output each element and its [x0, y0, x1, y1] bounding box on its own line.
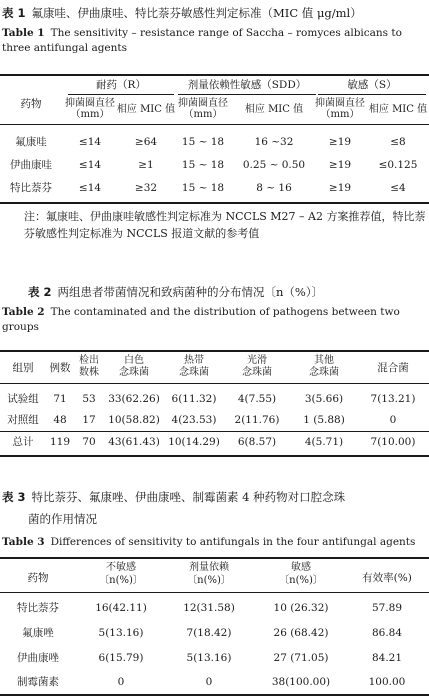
- table1-top-rule: [0, 74, 429, 76]
- table2-header-other-l2: 念珠菌: [309, 367, 339, 378]
- table3-row4-dose: 0: [205, 676, 213, 688]
- table2-header-other-l1: 其他: [314, 355, 334, 366]
- table2-zh-title: 两组患者带菌情况和致病菌种的分布情况〔n（%）〕: [57, 285, 324, 299]
- table1-header-sensitive: 敏感（S）: [347, 79, 397, 91]
- table1-row2-sddmic: 0.25 ~ 0.50: [242, 159, 306, 171]
- table2-en-label: Table 2: [2, 306, 45, 318]
- table3-row2-sens: 26 (68.42): [273, 627, 329, 639]
- table1-en-caption: [2, 26, 426, 56]
- table1-row1-smic: ≤8: [390, 136, 406, 148]
- table1-row2-rzone: ≤14: [78, 159, 102, 171]
- table1-row2-drug: 伊曲康哇: [10, 159, 52, 171]
- table1-row2-sddzone: 15 ~ 18: [181, 159, 225, 171]
- table2-header-detect-l2: 数株: [79, 367, 99, 378]
- table1-row1-sddzone: 15 ~ 18: [181, 136, 225, 148]
- table3-row4-drug: 制霉菌素: [17, 676, 59, 688]
- table3-row2-dose: 7(18.42): [186, 627, 232, 639]
- table1-row1-szone: ≥19: [328, 136, 352, 148]
- table2-row2-white: 10(58.82): [108, 414, 160, 426]
- table3-zh-caption: [2, 490, 345, 504]
- table3-header-rule: [0, 592, 429, 593]
- table2-row3-other: 4(5.71): [304, 436, 344, 448]
- table1-row3-rmic: ≥32: [134, 182, 158, 194]
- table3-top-rule: [0, 557, 429, 559]
- table1-en-title: The sensitivity – resistance range of Saccha – romyces albicans to three antifungal agents: [2, 27, 402, 54]
- table3-en-title: Differences of sensitivity to antifungals in the four antifungal agents: [50, 536, 416, 548]
- table2-zh-caption: [28, 285, 323, 299]
- table3-row3-rate: 84.21: [371, 652, 403, 664]
- table3-header-drug: 药物: [27, 572, 49, 584]
- table1-row3-rzone: ≤14: [78, 182, 102, 194]
- table2-row3-cases: 119: [49, 436, 71, 448]
- table3-row1-insens: 16(42.11): [95, 602, 147, 614]
- table3-row3-dose: 5(13.16): [186, 652, 232, 664]
- table1-row3-smic: ≤4: [390, 182, 406, 194]
- table2-row2-mixed: 0: [389, 414, 397, 426]
- table1-bottom-rule: [0, 202, 429, 204]
- table3-en-label: Table 3: [2, 536, 45, 548]
- table1-zh-label: 表 1: [2, 6, 26, 20]
- table1-row1-rmic: ≥64: [134, 136, 158, 148]
- table3-row4-rate: 100.00: [368, 676, 406, 688]
- table2-row3-mixed: 7(10.00): [370, 436, 416, 448]
- table2-header-mixed: 混合菌: [377, 362, 409, 374]
- table1-sdd-subrule: [178, 94, 316, 95]
- table1-header-zone-s: 抑菌圈直径（mm）: [315, 98, 365, 120]
- table1-row3-drug: 特比萘芬: [10, 182, 52, 194]
- table2-header-detect-l1: 检出: [79, 355, 99, 366]
- table2-row2-smooth: 2(11.76): [234, 414, 280, 426]
- table3-zh-title-l2: 菌的作用情况: [28, 512, 97, 526]
- table1-row2-rmic: ≥1: [138, 159, 154, 171]
- table1-row2-smic: ≤0.125: [378, 159, 418, 171]
- table2-row1-other: 3(5.66): [304, 393, 344, 405]
- table2-row3-smooth: 6(8.57): [237, 436, 277, 448]
- table1-header-mic-s: 相应 MIC 值: [368, 104, 428, 115]
- table2-header-tropical-l2: 念珠菌: [179, 367, 209, 378]
- table2-zh-label: 表 2: [28, 285, 52, 299]
- table1-zh-caption: [2, 6, 362, 20]
- table1-header-rule: [0, 124, 429, 125]
- table1-header-resistant: 耐药（R）: [96, 79, 146, 91]
- table2-row1-group: 试验组: [7, 393, 39, 405]
- table2-en-caption: [2, 305, 426, 335]
- table2-header-group: 组别: [12, 362, 34, 374]
- table2-row3-group: 总计: [12, 436, 34, 448]
- table1-row3-szone: ≥19: [328, 182, 352, 194]
- table2-row1-mixed: 7(13.21): [370, 393, 416, 405]
- table3-zh-label: 表 3: [2, 490, 26, 504]
- table2-en-title: The contaminated and the distribution of pathogens between two groups: [2, 306, 400, 333]
- table3-zh-title-l1: 特比萘芬、氟康唑、伊曲康唑、制霉菌素 4 种药物对口腔念珠: [31, 490, 346, 504]
- table1-row1-rzone: ≤14: [78, 136, 102, 148]
- table3-row1-drug: 特比萘芬: [17, 602, 59, 614]
- table2-header-smooth-l1: 光滑: [247, 355, 267, 366]
- table2-header-tropical-l1: 热带: [184, 355, 204, 366]
- table1-en-label: Table 1: [2, 27, 45, 39]
- table3-row1-rate: 57.89: [371, 602, 403, 614]
- table2-row1-tropical: 6(11.32): [171, 393, 217, 405]
- table2-row3-white: 43(61.43): [108, 436, 160, 448]
- table2-top-rule: [0, 350, 429, 352]
- table2-total-rule: [0, 431, 429, 432]
- table3-header-dose-l2: 〔n(%)〕: [187, 575, 231, 586]
- table2-row2-tropical: 4(23.53): [171, 414, 217, 426]
- table2-row1-cases: 71: [53, 393, 67, 405]
- table2-row2-detect: 17: [82, 414, 96, 426]
- table3-row2-rate: 86.84: [371, 627, 403, 639]
- table2-header-smooth-l2: 念珠菌: [242, 367, 272, 378]
- table2-header-cases: 例数: [49, 362, 71, 374]
- table1-header-sdd: 剂量依赖性敏感（SDD）: [187, 79, 307, 91]
- table1-header-zone-sdd: 抑菌圈直径（mm）: [178, 98, 228, 120]
- table2-header-rule: [0, 383, 429, 384]
- table1-sensitive-subrule: [318, 94, 426, 95]
- table3-row4-sens: 38(100.00): [271, 676, 331, 688]
- table3-row3-insens: 6(15.79): [98, 652, 144, 664]
- table2-row3-tropical: 10(14.29): [168, 436, 220, 448]
- table2-header-white-l1: 白色: [124, 355, 144, 366]
- table2-row3-detect: 70: [82, 436, 96, 448]
- table3-row2-drug: 氟康唑: [22, 627, 54, 639]
- table2-row1-white: 33(62.26): [108, 393, 160, 405]
- table1-zh-title: 氟康哇、伊曲康哇、特比萘芬敏感性判定标准（MIC 值 μg/ml）: [31, 6, 362, 20]
- table2-row2-group: 对照组: [7, 414, 39, 426]
- table1-header-mic-r: 相应 MIC 值: [116, 104, 176, 115]
- table1-note: [2, 208, 426, 242]
- table1-note-text: 注：氟康哇、伊曲康哇敏感性判定标准为 NCCLS M27 – A2 方案推荐值，特比萘芬敏感性判定标准为 NCCLS 报道文献的参考值: [24, 210, 426, 240]
- table3-row2-insens: 5(13.16): [98, 627, 144, 639]
- table2-header-white-l2: 念珠菌: [119, 367, 149, 378]
- table1-resistant-subrule: [68, 94, 174, 95]
- table3-header-rate: 有效率(%): [362, 572, 412, 584]
- table3-header-sens-l2: 〔n(%)〕: [279, 575, 323, 586]
- table1-row2-szone: ≥19: [328, 159, 352, 171]
- table3-row3-drug: 伊曲康唑: [17, 652, 59, 664]
- table3-zh-caption-cont: [28, 512, 97, 526]
- table1-row3-sddzone: 15 ~ 18: [181, 182, 225, 194]
- table2-row2-cases: 48: [53, 414, 67, 426]
- table1-header-drug: 药物: [20, 98, 42, 110]
- table3-header-dose-l1: 剂量依赖: [189, 562, 229, 573]
- table1-row3-sddmic: 8 ~ 16: [256, 182, 292, 194]
- table3-row1-sens: 10 (26.32): [273, 602, 329, 614]
- table1-header-zone-r: 抑菌圈直径（mm）: [65, 98, 115, 120]
- table3-header-sens-l1: 敏感: [291, 562, 311, 573]
- table3-row1-dose: 12(31.58): [183, 602, 235, 614]
- table3-row3-sens: 27 (71.05): [273, 652, 329, 664]
- table3-bottom-rule: [0, 694, 429, 696]
- table2-bottom-rule: [0, 455, 429, 457]
- table2-row1-detect: 53: [82, 393, 96, 405]
- table1-header-mic-sdd: 相应 MIC 值: [244, 104, 304, 115]
- table1-row1-drug: 氟康哇: [15, 136, 47, 148]
- table2-row1-smooth: 4(7.55): [237, 393, 277, 405]
- table3-en-caption: [2, 535, 426, 550]
- table1-row1-sddmic: 16 ~32: [254, 136, 294, 148]
- table2-row2-other: 1 (5.88): [303, 414, 345, 426]
- table3-header-insens-l1: 不敏感: [106, 562, 136, 573]
- table3-row4-insens: 0: [117, 676, 125, 688]
- table3-header-insens-l2: 〔n(%)〕: [99, 575, 143, 586]
